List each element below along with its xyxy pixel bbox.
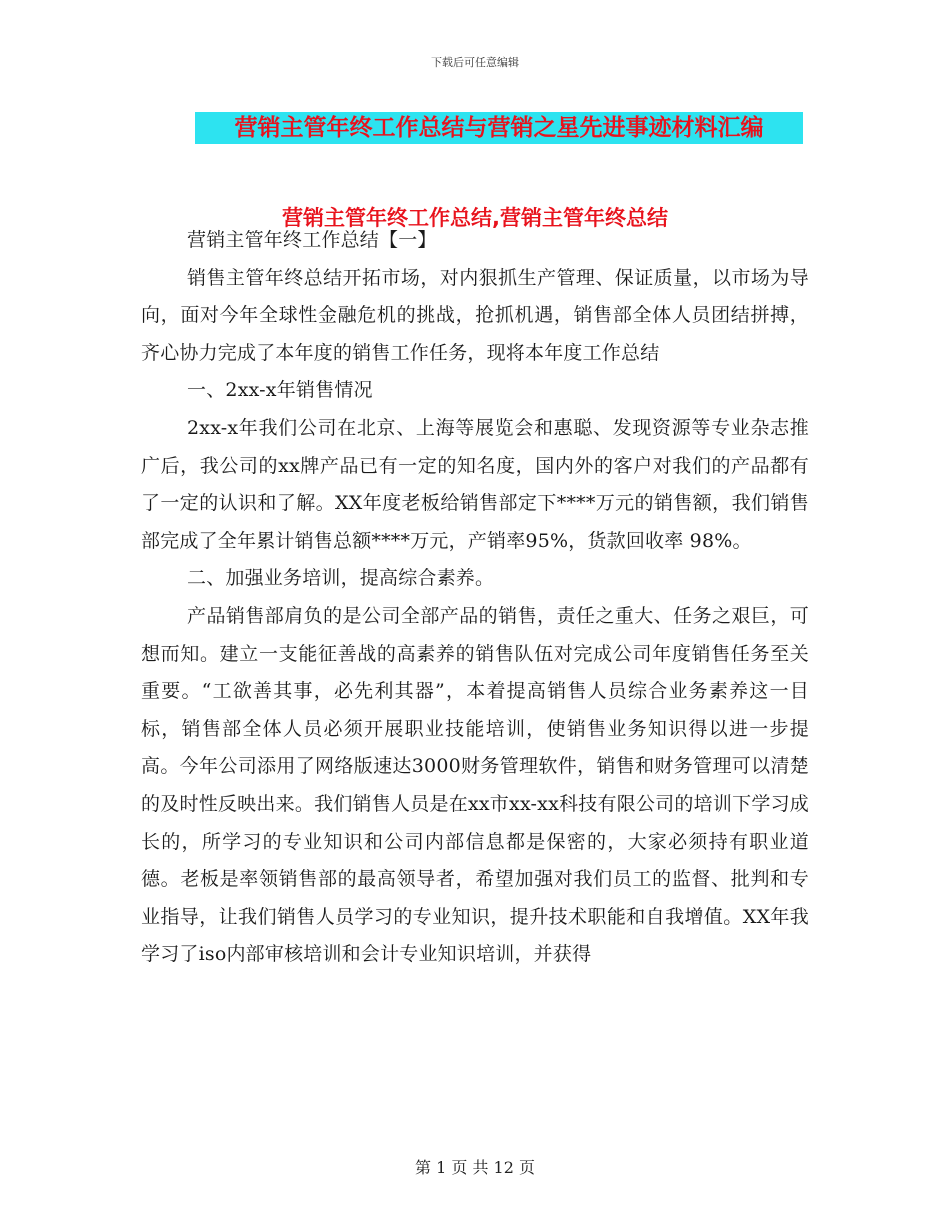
header-note: 下载后可任意编辑: [431, 56, 519, 69]
paragraph-training: 产品销售部肩负的是公司全部产品的销售，责任之重大、任务之艰巨，可想而知。建立一支能征善战的高素养的销售队伍对完成公司年度销售任务至关重要。“工欲善其事，必先利其器”，本着提高销售人员综合业务素养这一目标，销售部全体人员必须开展职业技能培训，使销售业务知识得以进一步提高。今年公司添用了网络版速达3000财务管理软件，销售和财务管理可以清楚的及时性反映出来。我们销售人员是在xx市xx-xx科技有限公司的培训下学习成长的，所学习的专业知识和公司内部信息都是保密的，大家必须持有职业道德。老板是率领销售部的最高领导者，希望加强对我们员工的监督、批判和专业指导，让我们销售人员学习的专业知识，提升技术职能和自我增值。XX年我学习了iso内部审核培训和会计专业知识培训，并获得: [141, 604, 809, 966]
paragraph-intro: 销售主管年终总结开拓市场，对内狠抓生产管理、保证质量，以市场为导向，面对今年全球性金融危机的挑战，抢抓机遇，销售部全体人员团结拼搏，齐心协力完成了本年度的销售工作任务，现将本年度工作总结: [141, 266, 809, 364]
paragraph-section-2-heading: 二、加强业务培训，提高综合素养。: [187, 567, 495, 590]
paragraph-sales-situation: 2xx-x年我们公司在北京、上海等展览会和惠聪、发现资源等专业杂志推广后，我公司的xx牌产品已有一定的知名度，国内外的客户对我们的产品都有了一定的认识和了解。XX年度老板给销售部定下****万元的销售额，我们销售部完成了全年累计销售总额****万元，产销率95%，货款回收率 98%。: [141, 416, 809, 552]
section-title: 营销主管年终工作总结,营销主管年终总结: [282, 206, 668, 230]
paragraph-heading: 营销主管年终工作总结【一】: [187, 229, 437, 251]
document-body: [141, 222, 809, 974]
page-footer: 第 1 页 共 12 页: [415, 1158, 535, 1177]
document-title: 营销主管年终工作总结与营销之星先进事迹材料汇编: [234, 115, 764, 141]
paragraph-section-1-heading: 一、2xx-x年销售情况: [187, 379, 373, 402]
